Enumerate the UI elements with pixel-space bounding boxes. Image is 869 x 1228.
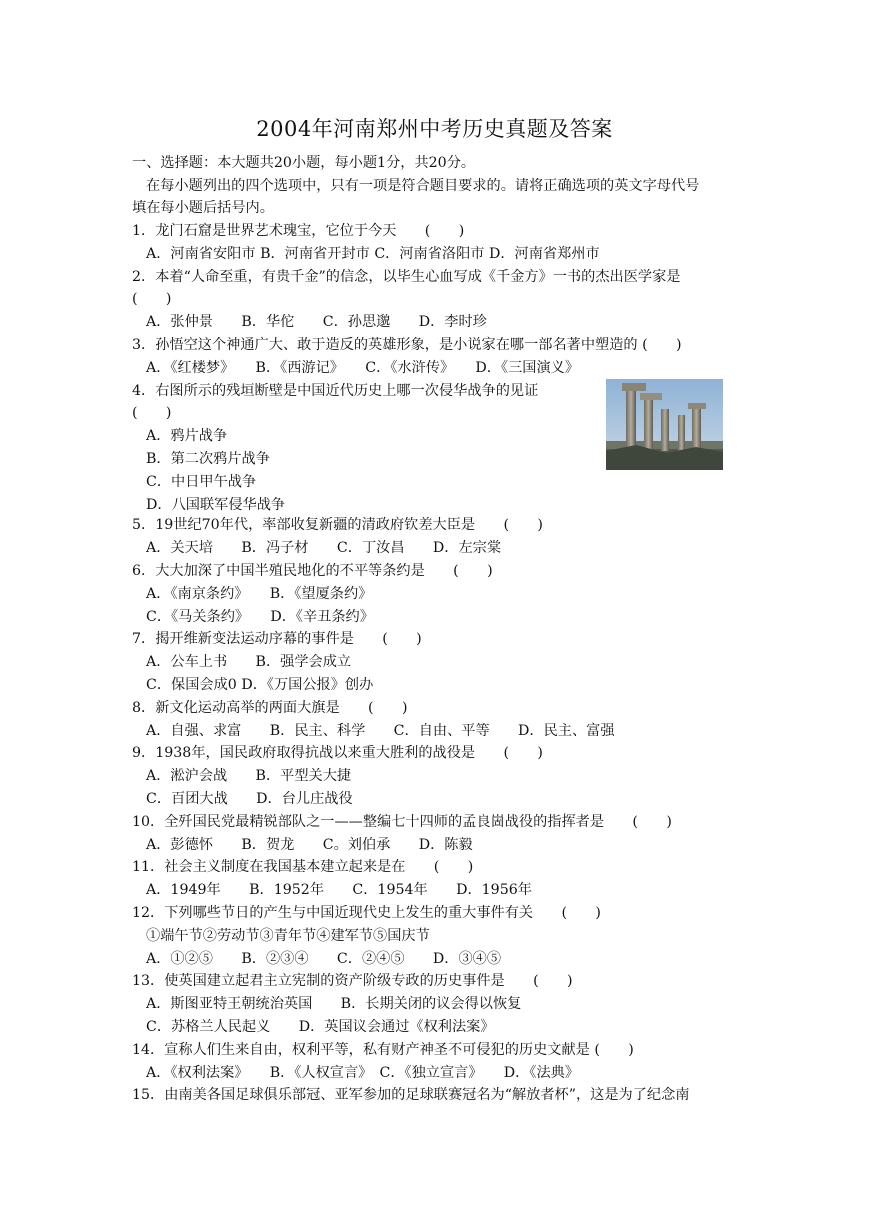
question-7: 7．揭开维新变法运动序幕的事件是 ( ) bbox=[132, 631, 422, 647]
question-options: A．《南京条约》 B．《望厦条约》 bbox=[146, 586, 373, 602]
question-options: A．张仲景 B．华佗 C．孙思邈 D．李时珍 bbox=[146, 314, 487, 330]
question-options: C．百团大战 D．台儿庄战役 bbox=[146, 791, 353, 807]
question-14: 14．宣称人们生来自由，权利平等，私有财产神圣不可侵犯的历史文献是 ( ) bbox=[132, 1042, 634, 1058]
question-option: D．八国联军侵华战争 bbox=[146, 497, 286, 513]
question-options: A．《权利法案》 B．《人权宣言》 C．《独立宣言》 D．《法典》 bbox=[146, 1065, 580, 1081]
question-2: 2．本着“人命至重，有贵千金”的信念，以毕生心血写成《千金方》一书的杰出医学家是 bbox=[132, 269, 681, 285]
question-6: 6．大大加深了中国半殖民地化的不平等条约是 ( ) bbox=[132, 563, 493, 579]
instruction-line: 在每小题列出的四个选项中，只有一项是符合题目要求的。请将正确选项的英文字母代号 bbox=[146, 178, 700, 194]
instruction-line: 填在每小题后括号内。 bbox=[132, 200, 274, 216]
question-3: 3．孙悟空这个神通广大、敢于造反的英雄形象，是小说家在哪一部名著中塑造的 ( ) bbox=[132, 337, 682, 353]
question-options: A．1949年 B．1952年 C．1954年 D．1956年 bbox=[146, 882, 532, 898]
section-heading: 一、选择题：本大题共20小题，每小题1分，共20分。 bbox=[132, 155, 476, 171]
question-5: 5．19世纪70年代，率部收复新疆的清政府钦差大臣是 ( ) bbox=[132, 517, 543, 533]
question-option: C．中日甲午战争 bbox=[146, 474, 257, 490]
answer-blank: ( ) bbox=[132, 291, 172, 307]
question-options: C．《马关条约》 D．《辛丑条约》 bbox=[146, 609, 374, 625]
question-options: C．苏格兰人民起义 D．英国议会通过《权利法案》 bbox=[146, 1019, 495, 1035]
question-option: B．第二次鸦片战争 bbox=[146, 451, 270, 467]
question-12: 12．下列哪些节日的产生与中国近现代史上发生的重大事件有关 ( ) bbox=[132, 905, 601, 921]
question-options: A．淞沪会战 B．平型关大捷 bbox=[146, 768, 352, 784]
question-options: A．公车上书 B．强学会成立 bbox=[146, 654, 352, 670]
question-stem-items: ①端午节②劳动节③青年节④建军节⑤国庆节 bbox=[146, 928, 430, 944]
question-options: A．彭德怀 B．贺龙 C。刘伯承 D．陈毅 bbox=[146, 837, 473, 853]
question-8: 8．新文化运动高举的两面大旗是 ( ) bbox=[132, 700, 408, 716]
question-15: 15．由南美各国足球俱乐部冠、亚军参加的足球联赛冠名为“解放者杯”，这是为了纪念南 bbox=[132, 1087, 690, 1103]
question-13: 13．使英国建立起君主立宪制的资产阶级专政的历史事件是 ( ) bbox=[132, 973, 573, 989]
question-4: 4．右图所示的残垣断壁是中国近代历史上哪一次侵华战争的见证 bbox=[132, 383, 539, 399]
answer-blank: ( ) bbox=[132, 405, 172, 421]
question-options: A．自强、求富 B．民主、科学 C．自由、平等 D．民主、富强 bbox=[146, 723, 615, 739]
question-option: A．鸦片战争 bbox=[146, 428, 228, 444]
question-options: A．斯图亚特王朝统治英国 B．长期关闭的议会得以恢复 bbox=[146, 996, 522, 1012]
question-10: 10．全歼国民党最精锐部队之一——整编七十四师的孟良崮战役的指挥者是 ( ) bbox=[132, 814, 672, 830]
question-9: 9．1938年，国民政府取得抗战以来重大胜利的战役是 ( ) bbox=[132, 745, 543, 761]
page-title: 2004年河南郑州中考历史真题及答案 bbox=[256, 117, 613, 141]
question-options: A．关天培 B．冯子材 C．丁汝昌 D．左宗棠 bbox=[146, 540, 502, 556]
question-options: A．《红楼梦》 B．《西游记》 C．《水浒传》 D．《三国演义》 bbox=[146, 360, 580, 376]
question-options: A．河南省安阳市 B．河南省开封市 C．河南省洛阳市 D．河南省郑州市 bbox=[146, 246, 600, 262]
question-1: 1．龙门石窟是世界艺术瑰宝，它位于今天 ( ) bbox=[132, 223, 465, 239]
ruins-photo bbox=[606, 379, 723, 470]
question-11: 11．社会主义制度在我国基本建立起来是在 ( ) bbox=[132, 859, 474, 875]
question-options: C．保国会成0 D．《万国公报》创办 bbox=[146, 677, 374, 693]
question-options: A．①②⑤ B．②③④ C．②④⑤ D．③④⑤ bbox=[146, 951, 502, 967]
